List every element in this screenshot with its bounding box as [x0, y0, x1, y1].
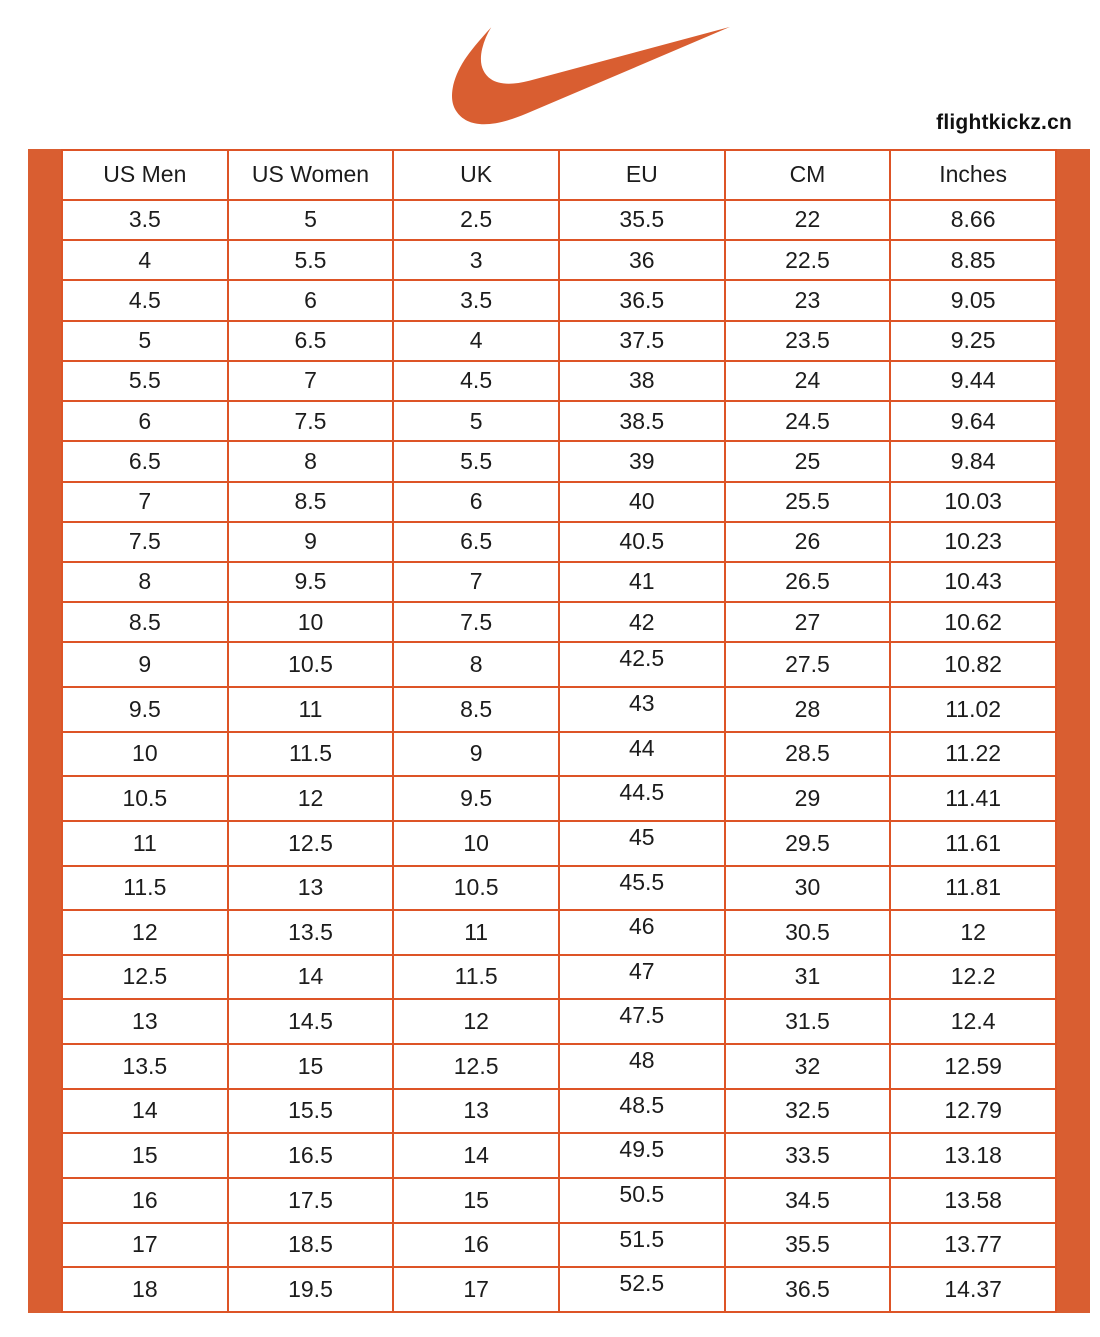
frame-left-bar	[28, 149, 61, 1313]
cell-us-men: 14	[62, 1089, 228, 1134]
table-row	[62, 821, 1056, 866]
cell-us-men: 9	[62, 642, 228, 687]
cell-us-men: 13	[62, 999, 228, 1044]
cell-us-women: 15	[228, 1044, 394, 1089]
cell-us-men: 7.5	[62, 522, 228, 562]
cell-us-women: 7	[228, 361, 394, 401]
cell-us-women: 8.5	[228, 482, 394, 522]
table-row	[62, 910, 1056, 955]
cell-inches: 11.02	[890, 687, 1056, 732]
cell-uk: 12.5	[393, 1044, 559, 1089]
table-row	[62, 1223, 1056, 1268]
cell-inches: 12.59	[890, 1044, 1056, 1089]
cell-us-women: 6	[228, 280, 394, 320]
cell-eu: 47.5	[559, 999, 725, 1044]
nike-swoosh-icon	[452, 24, 730, 126]
cell-us-men: 12.5	[62, 955, 228, 1000]
watermark-text: flightkickz.cn	[936, 111, 1072, 134]
cell-uk: 9	[393, 732, 559, 777]
cell-eu: 48	[559, 1044, 725, 1089]
cell-cm: 31.5	[725, 999, 891, 1044]
cell-eu: 39	[559, 441, 725, 481]
cell-uk: 4.5	[393, 361, 559, 401]
cell-inches: 10.82	[890, 642, 1056, 687]
cell-us-women: 9	[228, 522, 394, 562]
cell-inches: 8.85	[890, 240, 1056, 280]
cell-cm: 25	[725, 441, 891, 481]
cell-inches: 9.84	[890, 441, 1056, 481]
cell-us-men: 6	[62, 401, 228, 441]
cell-inches: 13.77	[890, 1223, 1056, 1268]
cell-us-men: 7	[62, 482, 228, 522]
cell-cm: 22.5	[725, 240, 891, 280]
cell-cm: 30	[725, 866, 891, 911]
cell-inches: 11.22	[890, 732, 1056, 777]
cell-uk: 3.5	[393, 280, 559, 320]
table-row	[62, 562, 1056, 602]
table-row	[62, 240, 1056, 280]
cell-us-men: 11	[62, 821, 228, 866]
cell-us-women: 12	[228, 776, 394, 821]
table-frame	[28, 149, 1090, 1313]
cell-uk: 13	[393, 1089, 559, 1134]
cell-us-men: 16	[62, 1178, 228, 1223]
cell-us-men: 9.5	[62, 687, 228, 732]
cell-eu: 37.5	[559, 321, 725, 361]
cell-cm: 30.5	[725, 910, 891, 955]
cell-inches: 10.03	[890, 482, 1056, 522]
table-row	[62, 361, 1056, 401]
cell-eu: 35.5	[559, 200, 725, 240]
cell-cm: 31	[725, 955, 891, 1000]
cell-cm: 32	[725, 1044, 891, 1089]
table-row	[62, 999, 1056, 1044]
cell-uk: 4	[393, 321, 559, 361]
cell-eu: 44.5	[559, 776, 725, 821]
col-header-uk: UK	[393, 150, 559, 200]
cell-eu: 38.5	[559, 401, 725, 441]
cell-us-women: 5.5	[228, 240, 394, 280]
cell-us-women: 5	[228, 200, 394, 240]
cell-cm: 36.5	[725, 1267, 891, 1312]
table-row	[62, 401, 1056, 441]
table-row	[62, 602, 1056, 642]
cell-us-women: 6.5	[228, 321, 394, 361]
cell-eu: 50.5	[559, 1178, 725, 1223]
cell-cm: 27	[725, 602, 891, 642]
cell-eu: 42	[559, 602, 725, 642]
cell-inches: 13.18	[890, 1133, 1056, 1178]
table-body	[62, 200, 1056, 1312]
cell-us-women: 7.5	[228, 401, 394, 441]
cell-uk: 6	[393, 482, 559, 522]
table-row	[62, 955, 1056, 1000]
cell-uk: 16	[393, 1223, 559, 1268]
cell-uk: 10	[393, 821, 559, 866]
cell-uk: 11	[393, 910, 559, 955]
cell-cm: 24.5	[725, 401, 891, 441]
cell-eu: 51.5	[559, 1223, 725, 1268]
nike-swoosh-path	[452, 27, 730, 124]
cell-inches: 11.81	[890, 866, 1056, 911]
cell-us-men: 12	[62, 910, 228, 955]
cell-uk: 7	[393, 562, 559, 602]
cell-inches: 13.58	[890, 1178, 1056, 1223]
cell-us-men: 5.5	[62, 361, 228, 401]
cell-cm: 32.5	[725, 1089, 891, 1134]
frame-right-bar	[1057, 149, 1090, 1313]
cell-eu: 40.5	[559, 522, 725, 562]
cell-inches: 9.64	[890, 401, 1056, 441]
cell-us-men: 4.5	[62, 280, 228, 320]
cell-us-men: 17	[62, 1223, 228, 1268]
cell-uk: 5	[393, 401, 559, 441]
size-conversion-table	[61, 149, 1057, 1313]
cell-us-women: 10	[228, 602, 394, 642]
cell-inches: 12.79	[890, 1089, 1056, 1134]
cell-us-men: 10	[62, 732, 228, 777]
col-header-eu: EU	[559, 150, 725, 200]
cell-us-men: 5	[62, 321, 228, 361]
cell-us-women: 14	[228, 955, 394, 1000]
cell-inches: 8.66	[890, 200, 1056, 240]
cell-eu: 43	[559, 687, 725, 732]
cell-us-women: 13	[228, 866, 394, 911]
cell-cm: 27.5	[725, 642, 891, 687]
col-header-cm: CM	[725, 150, 891, 200]
cell-cm: 34.5	[725, 1178, 891, 1223]
cell-inches: 14.37	[890, 1267, 1056, 1312]
cell-uk: 8.5	[393, 687, 559, 732]
cell-uk: 6.5	[393, 522, 559, 562]
header-row	[62, 150, 1056, 200]
col-header-us-women: US Women	[228, 150, 394, 200]
cell-us-women: 11.5	[228, 732, 394, 777]
table-row	[62, 482, 1056, 522]
cell-inches: 9.05	[890, 280, 1056, 320]
cell-us-men: 6.5	[62, 441, 228, 481]
table-row	[62, 1178, 1056, 1223]
cell-cm: 22	[725, 200, 891, 240]
cell-inches: 10.43	[890, 562, 1056, 602]
cell-us-men: 11.5	[62, 866, 228, 911]
table-row	[62, 1089, 1056, 1134]
cell-uk: 12	[393, 999, 559, 1044]
col-header-us-men: US Men	[62, 150, 228, 200]
cell-eu: 36.5	[559, 280, 725, 320]
cell-uk: 5.5	[393, 441, 559, 481]
cell-inches: 10.23	[890, 522, 1056, 562]
cell-us-women: 9.5	[228, 562, 394, 602]
cell-us-men: 8	[62, 562, 228, 602]
cell-inches: 11.41	[890, 776, 1056, 821]
table-row	[62, 441, 1056, 481]
cell-eu: 40	[559, 482, 725, 522]
cell-cm: 23	[725, 280, 891, 320]
cell-inches: 10.62	[890, 602, 1056, 642]
cell-us-men: 15	[62, 1133, 228, 1178]
cell-uk: 2.5	[393, 200, 559, 240]
cell-us-women: 15.5	[228, 1089, 394, 1134]
cell-cm: 26.5	[725, 562, 891, 602]
cell-uk: 10.5	[393, 866, 559, 911]
cell-us-women: 19.5	[228, 1267, 394, 1312]
table-row	[62, 321, 1056, 361]
cell-uk: 8	[393, 642, 559, 687]
table-row	[62, 642, 1056, 687]
table-row	[62, 1044, 1056, 1089]
cell-uk: 11.5	[393, 955, 559, 1000]
cell-eu: 45.5	[559, 866, 725, 911]
table-row	[62, 1267, 1056, 1312]
cell-cm: 29.5	[725, 821, 891, 866]
table-row	[62, 732, 1056, 777]
cell-us-women: 10.5	[228, 642, 394, 687]
cell-eu: 49.5	[559, 1133, 725, 1178]
cell-eu: 45	[559, 821, 725, 866]
cell-us-women: 13.5	[228, 910, 394, 955]
cell-eu: 42.5	[559, 642, 725, 687]
cell-us-women: 18.5	[228, 1223, 394, 1268]
cell-cm: 29	[725, 776, 891, 821]
cell-us-men: 10.5	[62, 776, 228, 821]
cell-inches: 12	[890, 910, 1056, 955]
cell-cm: 28	[725, 687, 891, 732]
cell-eu: 41	[559, 562, 725, 602]
cell-us-women: 17.5	[228, 1178, 394, 1223]
cell-us-women: 12.5	[228, 821, 394, 866]
cell-us-men: 18	[62, 1267, 228, 1312]
cell-eu: 38	[559, 361, 725, 401]
cell-us-men: 8.5	[62, 602, 228, 642]
cell-eu: 44	[559, 732, 725, 777]
cell-inches: 12.4	[890, 999, 1056, 1044]
cell-inches: 12.2	[890, 955, 1056, 1000]
col-header-inches: Inches	[890, 150, 1056, 200]
cell-cm: 24	[725, 361, 891, 401]
cell-uk: 7.5	[393, 602, 559, 642]
cell-uk: 15	[393, 1178, 559, 1223]
cell-uk: 9.5	[393, 776, 559, 821]
cell-us-women: 14.5	[228, 999, 394, 1044]
table-row	[62, 522, 1056, 562]
table-row	[62, 776, 1056, 821]
table-row	[62, 866, 1056, 911]
table-row	[62, 1133, 1056, 1178]
cell-us-men: 3.5	[62, 200, 228, 240]
cell-inches: 9.44	[890, 361, 1056, 401]
table-row	[62, 687, 1056, 732]
cell-uk: 14	[393, 1133, 559, 1178]
cell-eu: 47	[559, 955, 725, 1000]
cell-cm: 33.5	[725, 1133, 891, 1178]
cell-eu: 36	[559, 240, 725, 280]
table-header	[62, 150, 1056, 200]
cell-inches: 11.61	[890, 821, 1056, 866]
cell-inches: 9.25	[890, 321, 1056, 361]
cell-cm: 35.5	[725, 1223, 891, 1268]
cell-uk: 17	[393, 1267, 559, 1312]
cell-cm: 23.5	[725, 321, 891, 361]
cell-us-men: 13.5	[62, 1044, 228, 1089]
cell-cm: 25.5	[725, 482, 891, 522]
cell-us-men: 4	[62, 240, 228, 280]
cell-cm: 26	[725, 522, 891, 562]
cell-eu: 52.5	[559, 1267, 725, 1312]
cell-us-women: 8	[228, 441, 394, 481]
cell-eu: 46	[559, 910, 725, 955]
cell-uk: 3	[393, 240, 559, 280]
cell-cm: 28.5	[725, 732, 891, 777]
table-row	[62, 200, 1056, 240]
cell-us-women: 11	[228, 687, 394, 732]
cell-us-women: 16.5	[228, 1133, 394, 1178]
table-row	[62, 280, 1056, 320]
cell-eu: 48.5	[559, 1089, 725, 1134]
